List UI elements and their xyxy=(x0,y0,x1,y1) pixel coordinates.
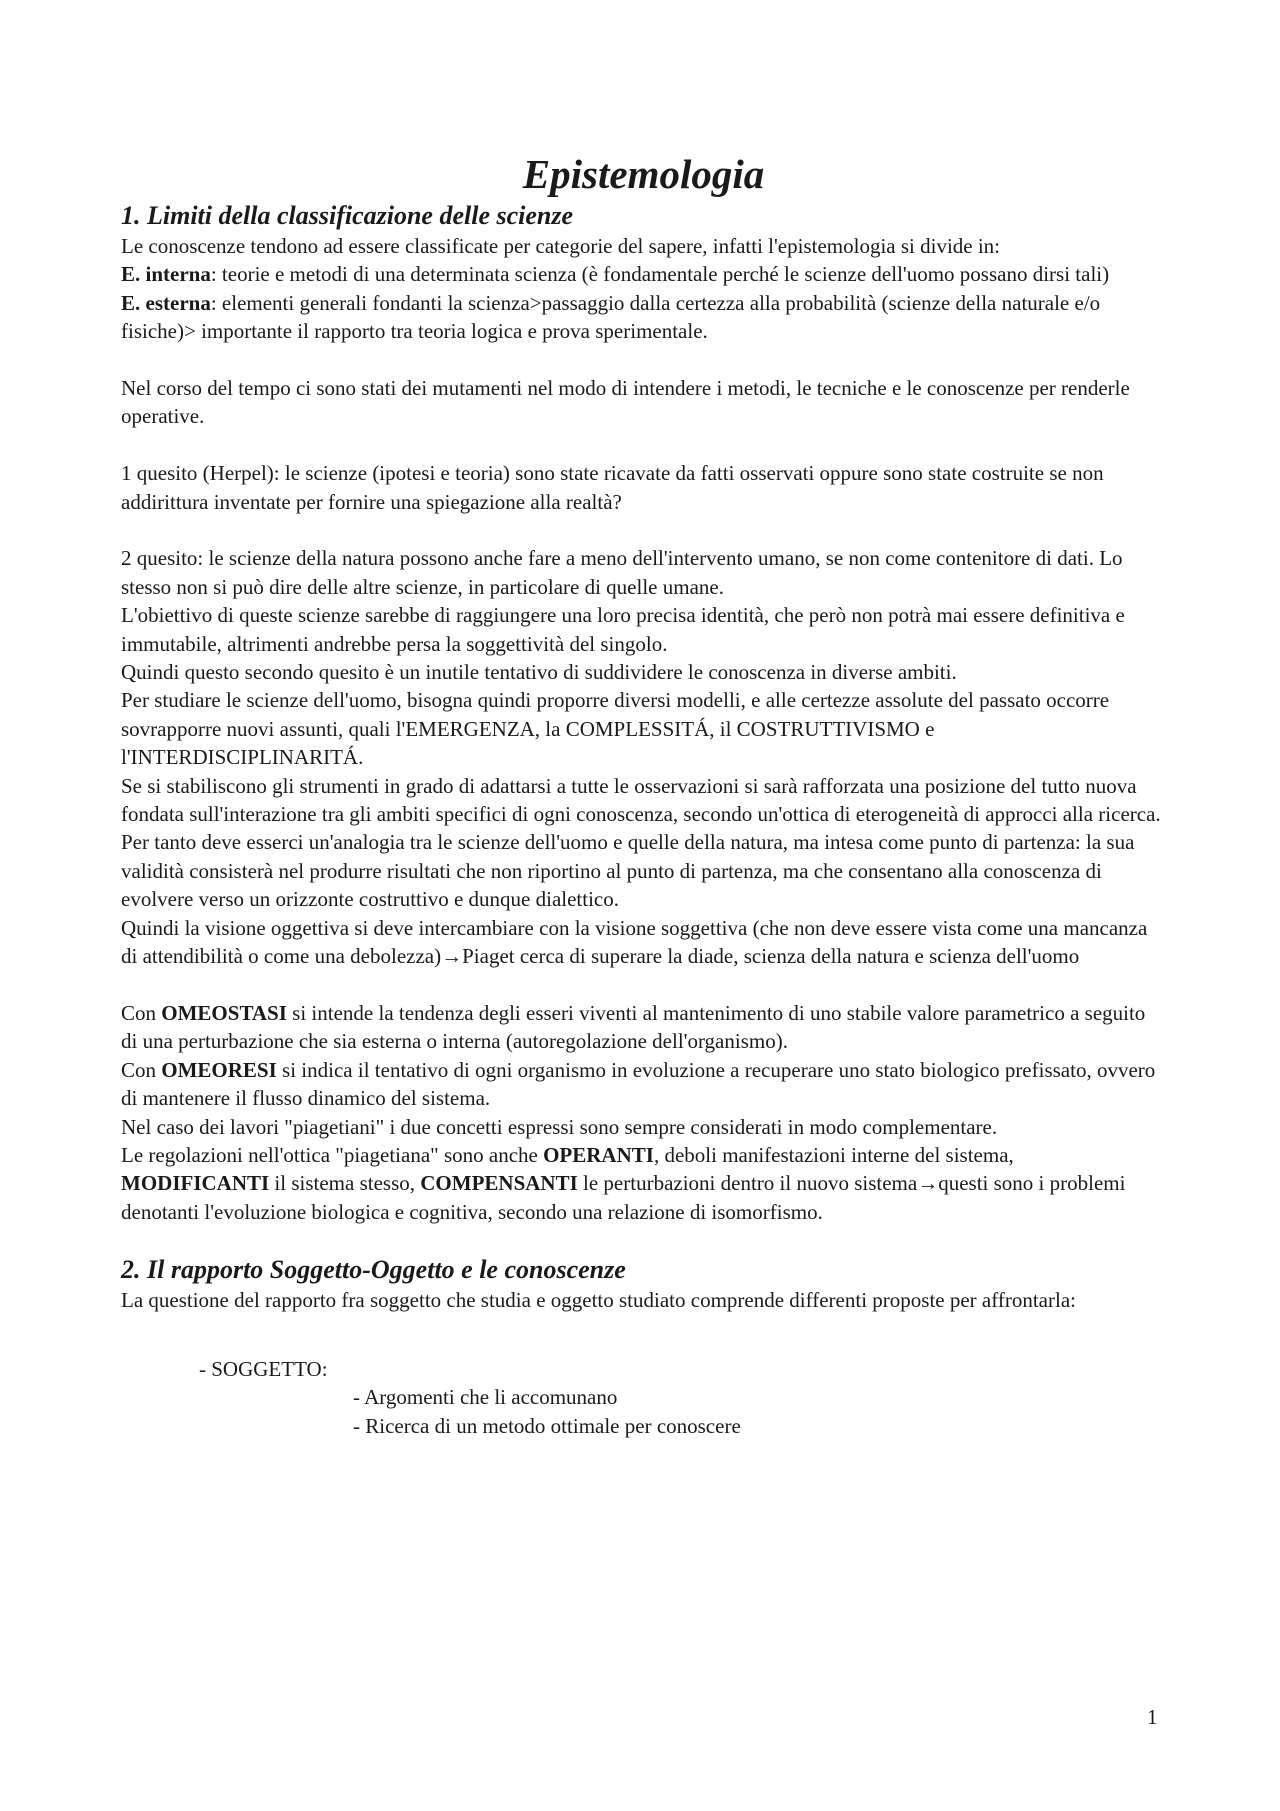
omeoresi-pre: Con xyxy=(121,1057,162,1082)
epistemologia-esterna xyxy=(121,289,1166,346)
document-title: Epistemologia xyxy=(522,151,765,197)
esterna-text: : elementi generali fondanti la scienza>passaggio dalla certezza alla probabilità (scienze della naturale e/o fisiche)> importante il rapporto tra teoria logica e prova sperimentale. xyxy=(121,290,1101,344)
sub-list-item: - Argomenti che li accomunano xyxy=(353,1385,618,1410)
list-item-soggetto: - SOGGETTO: xyxy=(199,1356,328,1381)
paragraph-omeoresi xyxy=(121,1056,1166,1113)
paragraph-omeostasi xyxy=(121,999,1166,1056)
omeoresi-post: si indica il tentativo di ogni organismo in evoluzione a recuperare uno stato biologico prefissato, ovvero di mantenere il flusso dinamico del sistema. xyxy=(121,1057,1156,1111)
spacer xyxy=(121,1343,1166,1355)
paragraph-quesito-2-line: Quindi la visione oggettiva si deve intercambiare con la visione soggettiva (che non deve essere vista come una mancanza di attendibilità o come una debolezza)→Piaget cerca di superare la diade, scienza della natura e scienza dell'uomo xyxy=(121,915,1148,969)
interna-label: E. interna xyxy=(121,262,211,287)
paragraph-quesito-2-line: 2 quesito: le scienze della natura possono anche fare a meno dell'intervento umano, se non come contenitore di dati. Lo stesso non si può dire delle altre scienze, in particolare di quelle umane. xyxy=(121,546,1123,599)
section-1-intro: Le conoscenze tendono ad essere classificate per categorie del sapere, infatti l'epistemologia si divide in: xyxy=(121,234,1001,258)
paragraph-quesito-2-line: Quindi questo secondo quesito è un inutile tentativo di suddividere le conoscenza in diverse ambiti. xyxy=(121,660,957,685)
spacer xyxy=(121,516,1166,544)
paragraph-quesito-1: 1 quesito (Herpel): le scienze (ipotesi e teoria) sono state ricavate da fatti osservati oppure sono state costruite se non addirittura inventate per fornire una spiegazione alla realtà? xyxy=(121,461,1104,514)
omeostasi-post: si intende la tendenza degli esseri viventi al mantenimento di uno stabile valore parametrico a seguito di una perturbazione che sia esterna o interna (autoregolazione dell'organismo). xyxy=(121,1000,1146,1054)
term-operanti: OPERANTI xyxy=(543,1142,654,1167)
paragraph-quesito-2-line: Se si stabiliscono gli strumenti in grado di adattarsi a tutte le osservazioni si sarà rafforzata una posizione del tutto nuova fondata sull'interazione tra gli ambiti specifici di ogni conoscenza, secondo un'ottica di eterogeneità di approcci alla ricerca. xyxy=(121,773,1161,827)
section-2-intro: La questione del rapporto fra soggetto che studia e oggetto studiato comprende differenti proposte per affrontarla: xyxy=(121,1288,1076,1313)
term-omeostasi: OMEOSTASI xyxy=(161,1000,287,1025)
regolazioni-mid-1: , deboli manifestazioni interne del sistema, xyxy=(653,1142,1014,1167)
paragraph-quesito-2-line: Per studiare le scienze dell'uomo, bisogna quindi proporre diversi modelli, e alle certezze assolute del passato occorre sovrapporre nuovi assunti, quali l'EMERGENZA, la COMPLESSITÁ, il COSTRUTTIVISMO e l'INTERDISCIPLINARITÁ. xyxy=(121,688,1110,770)
paragraph-piagetiani: Nel caso dei lavori "piagetiani" i due concetti espressi sono sempre considerati in modo complementare. xyxy=(121,1114,998,1139)
document-body xyxy=(121,148,1166,1440)
paragraph-corso: Nel corso del tempo ci sono stati dei mutamenti nel modo di intendere i metodi, le tecniche e le conoscenze per renderle operative. xyxy=(121,376,1130,429)
section-1-heading: 1. Limiti della classificazione delle scienze xyxy=(121,201,574,230)
section-2-heading: 2. Il rapporto Soggetto-Oggetto e le conoscenze xyxy=(121,1255,626,1285)
omeostasi-pre: Con xyxy=(121,1000,162,1025)
spacer xyxy=(121,1315,1166,1343)
epistemologia-interna xyxy=(121,260,1166,288)
regolazioni-mid-2: il sistema stesso, xyxy=(269,1171,421,1196)
page-number: 1 xyxy=(1147,1705,1158,1729)
interna-text: : teorie e metodi di una determinata scienza (è fondamentale perché le scienze dell'uomo possano dirsi tali) xyxy=(210,262,1110,287)
sub-list-item: - Ricerca di un metodo ottimale per conoscere xyxy=(353,1413,741,1438)
spacer xyxy=(121,431,1166,459)
esterna-label: E. esterna xyxy=(121,290,211,315)
regolazioni-post: le perturbazioni dentro il nuovo sistema→questi sono i problemi denotanti l'evoluzione biologica e cognitiva, secondo una relazione di isomorfismo. xyxy=(121,1171,1126,1224)
term-compensanti: COMPENSANTI xyxy=(420,1171,578,1196)
paragraph-regolazioni xyxy=(121,1141,1166,1226)
term-modificanti: MODIFICANTI xyxy=(121,1171,270,1196)
term-omeoresi: OMEORESI xyxy=(161,1057,277,1082)
paragraph-quesito-2-line: L'obiettivo di queste scienze sarebbe di raggiungere una loro precisa identità, che però non potrà mai essere definitiva e immutabile, altrimenti andrebbe persa la soggettività del singolo. xyxy=(121,603,1125,656)
spacer xyxy=(121,346,1166,374)
regolazioni-pre: Le regolazioni nell'ottica "piagetiana" sono anche xyxy=(121,1142,544,1167)
paragraph-quesito-2-line: Per tanto deve esserci un'analogia tra le scienze dell'uomo e quelle della natura, ma intesa come punto di partenza: la sua validità consisterà nel produrre risultati che non riportino al punto di partenza, ma che consentano alla conoscenza di evolvere verso un orizzonte costruttivo e dunque dialettico. xyxy=(121,830,1135,912)
spacer xyxy=(121,1226,1166,1254)
spacer xyxy=(121,971,1166,999)
